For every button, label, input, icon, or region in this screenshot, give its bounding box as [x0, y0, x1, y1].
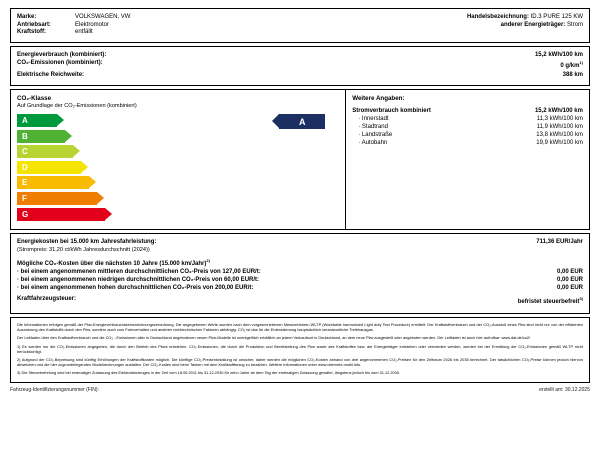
co2-bar-d [17, 161, 81, 174]
vehicle-tax-label: Kraftfahrzeugsteuer: [17, 296, 77, 303]
legal-paragraph-4: 2) Aufgrund der CO₂-Bepreisung sind künftig Erhöhungen der Kraftstoffkosten möglich. Die künftige CO₂-Preisentwicklung ist unsicher, daher werden die möglichen CO₂-Kosten anhand von drei angenommenen CO₂-Preisen für den Zeitraum 2026 bis 2035 berechnet. Der tatsächlichen CO₂-Preise können jedoch hiervon abweichen und die hier zugrundeliegenden Modellrechnungen ausfallen. Der CO₂-Kosten sind beim Tanken mit dem Kraftstoffbezug zu bezahlen. Weitere Informationen unter www.otiernetz-mobil.info. [17, 356, 583, 368]
additional-row-value: 11,9 kWh/100 km [536, 124, 583, 130]
vehicle-header [10, 8, 590, 43]
energy-costs-block [10, 233, 590, 314]
header-row [304, 22, 583, 28]
fuel-label: Kraftstoff: [17, 29, 46, 35]
co2-bar-g [17, 208, 105, 221]
consumption-label: Energieverbrauch (kombiniert): [17, 51, 107, 58]
energy-costs-value: 711,36 EUR/Jahr [536, 239, 583, 246]
energy-costs-title: Energiekosten bei 15.000 km Jahresfahrleistung: [17, 239, 157, 246]
header-row [17, 14, 296, 20]
additional-info-block [346, 90, 589, 229]
co2-class-scale [11, 90, 346, 229]
document-footer [10, 387, 590, 393]
additional-row-label: · Landstraße [358, 132, 393, 138]
co2-bar-f [17, 192, 97, 205]
co2-class-bars [17, 114, 339, 221]
co2-costs-title-row [17, 258, 583, 267]
header-row [17, 22, 296, 28]
vehicle-tax-value: befristet steuerbefreit$^{3)}$ [517, 296, 583, 306]
drive-label: Antriebsart: [17, 21, 52, 28]
co2-bar-label: C [22, 147, 28, 157]
additional-info-row [352, 140, 583, 146]
co2-class-title: CO₂-Klasse [17, 95, 52, 102]
additional-info-row [352, 132, 583, 138]
co2-class-block [10, 89, 590, 230]
co2-bar-label: E [22, 178, 28, 188]
co2-bar-label: A [22, 116, 28, 125]
additional-row-label: · Autobahn [358, 140, 388, 146]
additional-row-value: 11,3 kWh/100 km [536, 116, 583, 122]
consumption-row [17, 52, 583, 58]
co2-cost-row [17, 285, 583, 291]
vehicle-header-right [300, 9, 589, 42]
co2-cost-value: 0,00 EUR [556, 277, 583, 284]
legal-notes [10, 317, 590, 383]
consumption-row [17, 60, 583, 69]
other-energy-value: Strom [566, 21, 583, 28]
other-energy-label: anderer Energieträger: [500, 21, 566, 28]
model-label: Handelsbezeichnung: [466, 14, 529, 20]
consumption-block [10, 46, 590, 87]
co2-bar-b [17, 130, 65, 143]
co2-class-selected-marker [279, 114, 325, 129]
drive-value: Elektromotor [75, 21, 110, 28]
energy-costs-subtitle: (Strompreis: 31,20 ct/kWh Jahresdurchschnitt (2024)) [17, 247, 150, 254]
co2-cost-value: 0,00 EUR [556, 269, 583, 276]
model-value: ID.3 PURE 125 KW [530, 14, 583, 20]
electric-range-label: Elektrische Reichweite: [17, 71, 85, 78]
co2-cost-row [17, 277, 583, 283]
additional-row-label: · Stadtrand [358, 124, 388, 130]
energy-costs-title-row [17, 239, 583, 245]
co2-bar-label: B [22, 131, 28, 141]
header-row [304, 14, 583, 20]
co2-cost-row [17, 269, 583, 275]
legal-paragraph-3: 1) Es werden nur die CO₂-Emissionen angegeben, die durch den Betrieb des Pkws entstehen. CO₂-Emissionen, die durch die Produktion und Bereitstellung des Pkw sowie des Kraftstoffes bzw. der Energieträger entstehen oder vermieden werden, werden bei der Ermittlung der CO₂-Emissionen gemäß WLTP nicht berücksichtigt. [17, 343, 583, 354]
additional-row-value: 19,9 kWh/100 km [536, 140, 583, 146]
co2-cost-value: 0,00 EUR [556, 285, 583, 292]
brand-value: VOLKSWAGEN, VW [75, 14, 131, 20]
vehicle-header-left [11, 9, 300, 42]
legal-paragraph-1: Die Informationen erfolgen gemäß der Pkw-Energieverbrauchskennzeichnungsverordnung. Die angegebenen Werte wurden nach dem vorgeschriebenen Messverfahren WLTP (Worldwide harmonized Light duty Test Procedure) ermittelt. Der Kraftstoffverbrauch und der CO₂-Ausstoß eines Pkw sind nicht nur von der effizienten Ausnutzung des Kraftstoffs durch den Pkw, sondern auch vom Fahrverhalten und anderen nichttechnischen Faktoren abhängig. CO₂ ist das für die Erderwärmung hauptsächlich verantwortliche Treibhausgas. [17, 322, 583, 333]
electric-range-value: 388 km [562, 71, 583, 78]
additional-head-value: 15,2 kWh/100 km [534, 108, 583, 114]
additional-info-head [352, 108, 583, 114]
additional-info-title: Weitere Angaben: [352, 95, 405, 102]
additional-row-label: · Innerstadt [358, 116, 389, 122]
created-date: erstellt am: 30.12.2025 [539, 387, 590, 394]
co2-class-selected-label: A [298, 116, 306, 127]
header-row [17, 29, 296, 35]
co2-cost-label: · bei einem angenommenen hohen durchschnittlichen CO₂-Preis von 200,00 EUR/t: [17, 285, 254, 292]
additional-head-label: Stromverbrauch kombiniert [352, 108, 431, 114]
co2-cost-label: · bei einem angenommenen niedrigen durchschnittlichen CO₂-Preis von 60,00 EUR/t: [17, 277, 260, 284]
additional-row-value: 13,8 kWh/100 km [536, 132, 583, 138]
vin-label: Fahrzeug-Identifizierungsnummer (FIN): [10, 387, 99, 394]
co2-bar-label: G [22, 209, 29, 219]
co2-bar-a [17, 114, 57, 127]
co2-emissions-label: CO₂-Emissionen (kombiniert): [17, 60, 103, 66]
co2-class-subtitle: Auf Grundlage der CO₂-Emissionen (kombiniert) [17, 103, 137, 109]
co2-bar-c [17, 145, 73, 158]
co2-cost-label: · bei einem angenommenen mittleren durchschnittlichen CO₂-Preis von 127,00 EUR/t: [17, 269, 261, 276]
brand-label: Marke: [17, 14, 37, 20]
legal-paragraph-2: Der Leitfaden über den Kraftstoffverbrauch und die CO₂ - Emissionen aller in Deutschland angebotenen neuen Pkw-Modelle ist unentgeltlich erhältlich an jedem Verkaufsort in Deutschland, an dem neue Pkw ausgestellt oder angeboten werden. Der Leitfaden ist auch hier aufrufbar: www.dat.de/co2/ [17, 335, 531, 341]
fuel-value: entfällt [75, 29, 93, 35]
additional-info-row [352, 124, 583, 130]
additional-info-row [352, 116, 583, 122]
consumption-row [17, 72, 583, 78]
legal-paragraph-5: 3) Die Steuerbefreiung wird bei erstmaliger Zulassung des Elektrofahrzeuges in der Zeit vom 18.05.2011 bis 31.12.2030 für zehn Jahre ab dem Tag der erstmaligen Zulassung gewährt, längstens jedoch bis zum 31.12.2030. [17, 370, 401, 376]
co2-bar-e [17, 176, 89, 189]
co2-costs-title: Mögliche CO₂-Kosten über die nächsten 10 Jahre (15.000 km/Jahr)$^{2)}$ [17, 258, 210, 268]
consumption-value: 15,2 kWh/100 km [534, 51, 583, 58]
vehicle-tax-row [17, 296, 583, 305]
co2-emissions-value: 0 $g/km^{1)}$ [560, 60, 583, 69]
co2-bar-label: F [22, 193, 27, 203]
footnote-marker: 1) [579, 60, 583, 65]
co2-bar-label: D [22, 162, 28, 172]
energy-costs-subtitle-row [17, 247, 583, 253]
